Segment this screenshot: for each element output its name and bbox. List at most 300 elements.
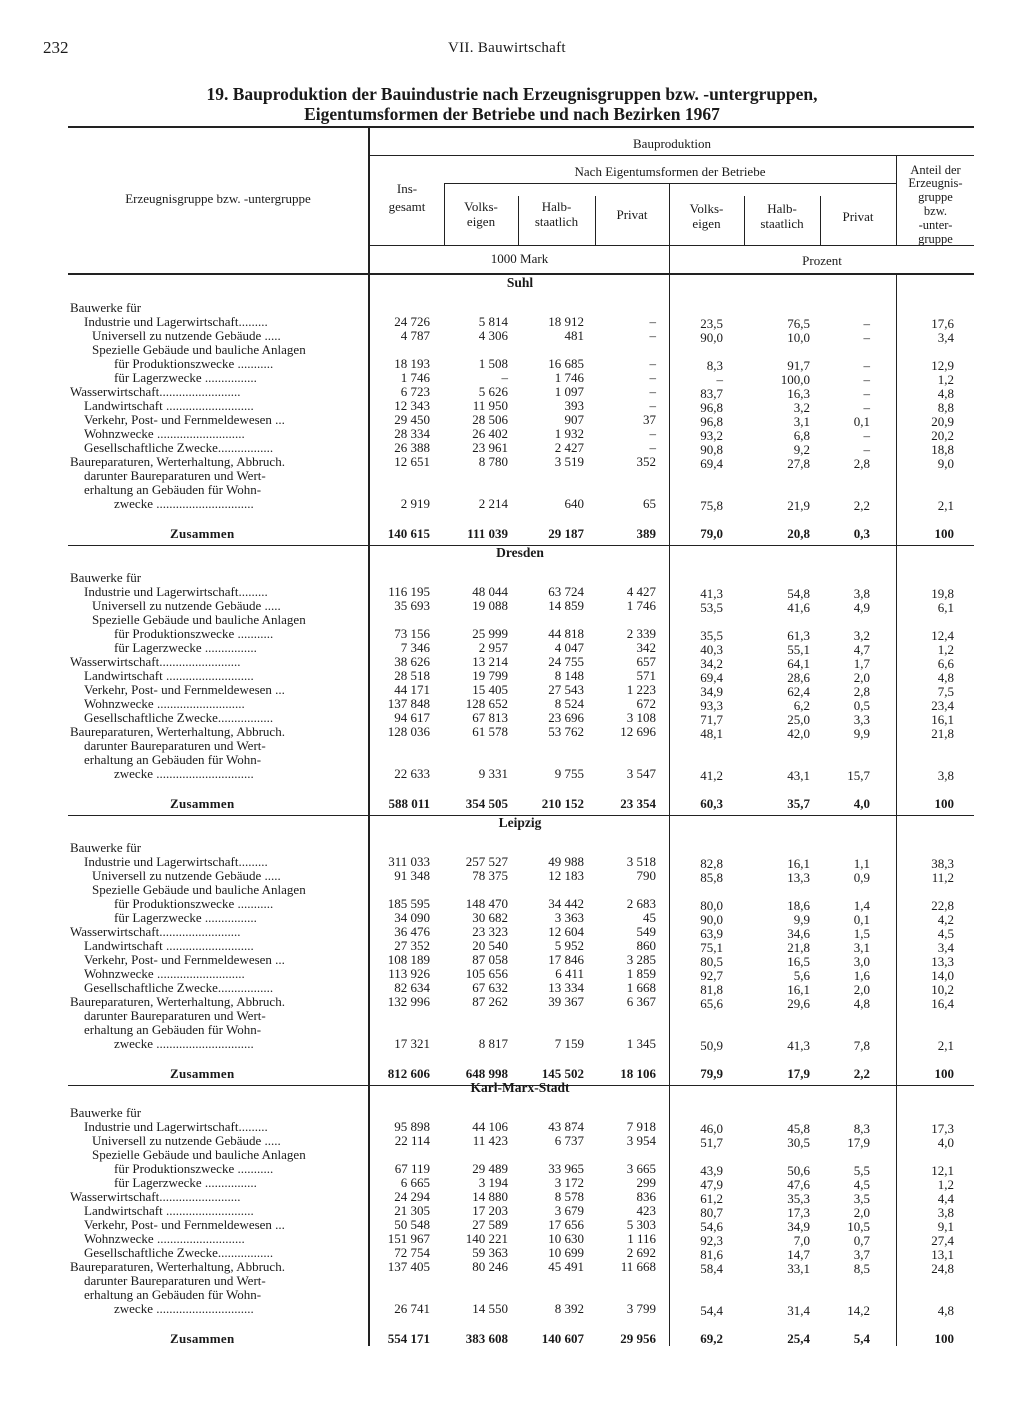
- cell-volkseigen-pct: 90,0: [700, 912, 723, 927]
- cell-privat-pct: 3,3: [853, 712, 870, 727]
- cell-insgesamt: 28 518: [394, 668, 430, 683]
- cell-insgesamt: 44 171: [394, 682, 430, 697]
- row-label: Industrie und Lagerwirtschaft.........: [84, 584, 268, 599]
- row-label: zwecke ..............................: [114, 1301, 254, 1316]
- cell-volkseigen: 13 214: [472, 654, 508, 669]
- row-label: Wohnzwecke ...........................: [84, 1231, 245, 1246]
- cell-volkseigen-pct: 54,4: [700, 1303, 723, 1318]
- cell-halbstaatlich: 53 762: [548, 724, 584, 739]
- row-label: Universell zu nutzende Gebäude .....: [92, 868, 281, 883]
- row-label: Universell zu nutzende Gebäude .....: [92, 598, 281, 613]
- cell-privat-pct: 1,1: [853, 856, 870, 871]
- cell-privat: –: [649, 440, 656, 455]
- cell-halbstaatlich-pct: 14,7: [787, 1247, 810, 1262]
- cell-volkseigen: 14 550: [472, 1301, 508, 1316]
- total-volkseigen-pct: 60,3: [700, 796, 723, 811]
- cell-volkseigen: –: [501, 370, 508, 385]
- halbstaatlich-pct-heading-1: Halb-: [767, 201, 797, 216]
- row-label: Verkehr, Post- und Fernmeldewesen ...: [84, 682, 285, 697]
- row-label: darunter Baureparaturen und Wert-: [84, 738, 266, 753]
- unit-prozent: Prozent: [802, 253, 842, 268]
- cell-insgesamt: 6 723: [400, 384, 430, 399]
- cell-volkseigen: 8 780: [478, 454, 508, 469]
- total-halbstaatlich-pct: 25,4: [787, 1331, 810, 1346]
- body-divider-prozent: [669, 274, 670, 1346]
- cell-anteil: 3,8: [937, 1205, 954, 1220]
- row-label: Wasserwirtschaft.........................: [70, 924, 241, 939]
- cell-volkseigen-pct: 47,9: [700, 1177, 723, 1192]
- cell-anteil: 2,1: [937, 498, 954, 513]
- cell-privat: –: [649, 356, 656, 371]
- row-label: Industrie und Lagerwirtschaft.........: [84, 854, 268, 869]
- cell-volkseigen-pct: 80,0: [700, 898, 723, 913]
- row-label: für Produktionszwecke ...........: [114, 1161, 274, 1176]
- cell-insgesamt: 67 119: [394, 1161, 430, 1176]
- table-title-line-1: 19. Bauproduktion der Bauindustrie nach Erzeugnisgruppen bzw. -untergruppen,: [206, 84, 818, 104]
- cell-insgesamt: 7 346: [400, 640, 430, 655]
- cell-halbstaatlich-pct: 21,8: [787, 940, 810, 955]
- row-label: für Produktionszwecke ...........: [114, 626, 274, 641]
- row-label: darunter Baureparaturen und Wert-: [84, 1008, 266, 1023]
- cell-volkseigen: 3 194: [478, 1175, 508, 1190]
- cell-volkseigen-pct: 69,4: [700, 670, 723, 685]
- row-label: für Lagerzwecke ................: [114, 910, 257, 925]
- row-label: darunter Baureparaturen und Wert-: [84, 1273, 266, 1288]
- total-privat: 389: [636, 526, 656, 541]
- cell-privat: 571: [636, 668, 656, 683]
- cell-anteil: 1,2: [937, 642, 954, 657]
- cell-privat-pct: 2,8: [853, 684, 870, 699]
- cell-anteil: 2,1: [937, 1038, 954, 1053]
- cell-halbstaatlich-pct: 76,5: [787, 316, 810, 331]
- cell-volkseigen-pct: 80,7: [700, 1205, 723, 1220]
- total-insgesamt: 588 011: [388, 796, 430, 811]
- cell-privat-pct: –: [863, 442, 870, 457]
- cell-volkseigen: 26 402: [472, 426, 508, 441]
- cell-insgesamt: 82 634: [394, 980, 430, 995]
- cell-volkseigen: 80 246: [472, 1259, 508, 1274]
- cell-privat: 3 285: [626, 952, 656, 967]
- cell-privat: 3 954: [626, 1133, 656, 1148]
- cell-halbstaatlich-pct: 17,3: [787, 1205, 810, 1220]
- cell-insgesamt: 94 617: [394, 710, 430, 725]
- cell-privat-pct: –: [863, 428, 870, 443]
- cell-halbstaatlich: 45 491: [548, 1259, 584, 1274]
- cell-anteil: 3,4: [937, 330, 954, 345]
- total-label: Zusammen: [170, 526, 235, 541]
- table-top-rule: [68, 126, 974, 128]
- cell-volkseigen: 19 799: [472, 668, 508, 683]
- row-label: Universell zu nutzende Gebäude .....: [92, 1133, 281, 1148]
- cell-volkseigen-pct: 48,1: [700, 726, 723, 741]
- cell-anteil: 10,2: [931, 982, 954, 997]
- cell-privat-pct: 3,7: [853, 1247, 870, 1262]
- total-halbstaatlich: 140 607: [541, 1331, 584, 1346]
- cell-halbstaatlich-pct: 54,8: [787, 586, 810, 601]
- row-label: erhaltung an Gebäuden für Wohn-: [84, 1022, 262, 1037]
- cell-anteil: 16,4: [931, 996, 954, 1011]
- cell-halbstaatlich-pct: 16,5: [787, 954, 810, 969]
- volkseigen-pct-heading-2: eigen: [692, 216, 721, 231]
- cell-anteil: 1,2: [937, 1177, 954, 1192]
- cell-halbstaatlich-pct: 31,4: [787, 1303, 810, 1318]
- anteil-heading-5: -unter-: [918, 218, 953, 232]
- cell-halbstaatlich: 8 578: [554, 1189, 584, 1204]
- cell-privat: 657: [636, 654, 656, 669]
- cell-halbstaatlich: 18 912: [548, 314, 584, 329]
- cell-volkseigen-pct: 23,5: [700, 316, 723, 331]
- cell-insgesamt: 17 321: [394, 1036, 430, 1051]
- cell-privat: 423: [636, 1203, 656, 1218]
- body-divider-anteil: [896, 274, 897, 1346]
- cell-halbstaatlich: 12 604: [548, 924, 584, 939]
- cell-volkseigen-pct: 71,7: [700, 712, 723, 727]
- cell-halbstaatlich: 8 148: [554, 668, 584, 683]
- row-label: Universell zu nutzende Gebäude .....: [92, 328, 281, 343]
- cell-privat-pct: –: [863, 330, 870, 345]
- row-label: Wasserwirtschaft.........................: [70, 654, 241, 669]
- cell-volkseigen-pct: 82,8: [700, 856, 723, 871]
- total-volkseigen-pct: 79,9: [700, 1066, 723, 1081]
- cell-insgesamt: 116 195: [388, 584, 430, 599]
- cell-volkseigen: 25 999: [472, 626, 508, 641]
- cell-privat-pct: 8,3: [853, 1121, 870, 1136]
- cell-halbstaatlich-pct: 16,3: [787, 386, 810, 401]
- cell-insgesamt: 151 967: [387, 1231, 430, 1246]
- cell-volkseigen-pct: 80,5: [700, 954, 723, 969]
- cell-privat-pct: 1,6: [853, 968, 870, 983]
- cell-insgesamt: 2 919: [400, 496, 430, 511]
- cell-halbstaatlich-pct: 29,6: [787, 996, 810, 1011]
- region-heading-suhl: Suhl: [506, 275, 534, 290]
- row-label: Landwirtschaft ...........................: [84, 398, 254, 413]
- cell-anteil: 4,0: [937, 1135, 954, 1150]
- cell-halbstaatlich: 8 392: [554, 1301, 584, 1316]
- halbstaatlich-heading-2: staatlich: [534, 214, 579, 229]
- row-label: für Lagerzwecke ................: [114, 1175, 257, 1190]
- cell-volkseigen: 19 088: [472, 598, 508, 613]
- cell-privat-pct: 3,2: [853, 628, 870, 643]
- cell-anteil: 22,8: [931, 898, 954, 913]
- cell-insgesamt: 108 189: [387, 952, 430, 967]
- total-volkseigen-pct: 69,2: [700, 1331, 723, 1346]
- cell-volkseigen-pct: 40,3: [700, 642, 723, 657]
- table-title-line-2: Eigentumsformen der Betriebe und nach Bezirken 1967: [304, 104, 720, 124]
- cell-insgesamt: 311 033: [388, 854, 430, 869]
- cell-halbstaatlich-pct: 6,2: [793, 698, 810, 713]
- row-label: Spezielle Gebäude und bauliche Anlagen: [92, 882, 306, 897]
- total-anteil: 100: [934, 526, 954, 541]
- cell-volkseigen: 5 626: [478, 384, 508, 399]
- cell-halbstaatlich: 33 965: [548, 1161, 584, 1176]
- cell-privat-pct: –: [863, 316, 870, 331]
- cell-volkseigen-pct: 92,7: [700, 968, 723, 983]
- row-label: erhaltung an Gebäuden für Wohn-: [84, 482, 262, 497]
- cell-halbstaatlich: 63 724: [548, 584, 584, 599]
- cell-privat: 1 859: [626, 966, 656, 981]
- cell-volkseigen: 44 106: [472, 1119, 508, 1134]
- cell-privat: 352: [636, 454, 656, 469]
- total-halbstaatlich-pct: 17,9: [787, 1066, 810, 1081]
- cell-halbstaatlich-pct: 55,1: [787, 642, 810, 657]
- cell-halbstaatlich: 13 334: [548, 980, 584, 995]
- row-label: Gesellschaftliche Zwecke.................: [84, 980, 274, 995]
- cell-insgesamt: 21 305: [394, 1203, 430, 1218]
- cell-halbstaatlich: 1 932: [554, 426, 584, 441]
- cell-volkseigen-pct: 50,9: [700, 1038, 723, 1053]
- cell-privat-pct: 4,5: [853, 1177, 870, 1192]
- cell-volkseigen-pct: 93,2: [700, 428, 723, 443]
- cell-privat-pct: 2,2: [853, 498, 870, 513]
- cell-privat: 836: [636, 1189, 656, 1204]
- header-rule-units: [370, 245, 974, 246]
- cell-volkseigen: 48 044: [472, 584, 508, 599]
- cell-privat: –: [649, 426, 656, 441]
- total-halbstaatlich-pct: 20,8: [787, 526, 810, 541]
- cell-insgesamt: 18 193: [394, 356, 430, 371]
- cell-volkseigen-pct: 90,0: [700, 330, 723, 345]
- insgesamt-heading-2: gesamt: [388, 199, 426, 214]
- cell-privat-pct: 3,5: [853, 1191, 870, 1206]
- cell-privat: –: [649, 398, 656, 413]
- cell-anteil: 3,8: [937, 768, 954, 783]
- total-volkseigen: 383 608: [465, 1331, 508, 1346]
- cell-anteil: 13,3: [931, 954, 954, 969]
- cell-halbstaatlich-pct: 42,0: [787, 726, 810, 741]
- cell-insgesamt: 26 388: [394, 440, 430, 455]
- cell-halbstaatlich-pct: 28,6: [787, 670, 810, 685]
- cell-privat-pct: 1,7: [853, 656, 870, 671]
- cell-halbstaatlich: 49 988: [548, 854, 584, 869]
- cell-volkseigen-pct: 58,4: [700, 1261, 723, 1276]
- halbstaatlich-heading-1: Halb-: [541, 199, 572, 214]
- cell-insgesamt: 4 787: [400, 328, 430, 343]
- row-label: Industrie und Lagerwirtschaft.........: [84, 314, 268, 329]
- cell-volkseigen: 8 817: [478, 1036, 508, 1051]
- cell-volkseigen-pct: 85,8: [700, 870, 723, 885]
- cell-insgesamt: 113 926: [388, 966, 430, 981]
- cell-halbstaatlich: 43 874: [548, 1119, 584, 1134]
- row-label: Bauwerke für: [70, 300, 142, 315]
- cell-privat: 342: [636, 640, 656, 655]
- cell-halbstaatlich-pct: 13,3: [787, 870, 810, 885]
- row-label: erhaltung an Gebäuden für Wohn-: [84, 752, 262, 767]
- total-halbstaatlich: 29 187: [548, 526, 584, 541]
- cell-anteil: 23,4: [931, 698, 954, 713]
- cell-insgesamt: 132 996: [387, 994, 430, 1009]
- cell-halbstaatlich-pct: 3,1: [793, 414, 810, 429]
- cell-anteil: 24,8: [931, 1261, 954, 1276]
- insgesamt-heading-1: Ins-: [396, 181, 418, 196]
- cell-halbstaatlich: 14 859: [548, 598, 584, 613]
- unit-mark: 1000 Mark: [490, 251, 549, 266]
- row-label: Wasserwirtschaft.........................: [70, 1189, 241, 1204]
- cell-halbstaatlich: 2 427: [554, 440, 584, 455]
- cell-anteil: 9,0: [937, 456, 954, 471]
- cell-volkseigen-pct: 46,0: [700, 1121, 723, 1136]
- cell-halbstaatlich: 9 755: [554, 766, 584, 781]
- cell-privat-pct: 4,7: [853, 642, 870, 657]
- row-label: Verkehr, Post- und Fernmeldewesen ...: [84, 412, 285, 427]
- cell-volkseigen: 105 656: [465, 966, 508, 981]
- chapter-title: VII. Bauwirtschaft: [448, 40, 566, 56]
- cell-halbstaatlich: 34 442: [548, 896, 584, 911]
- row-label: Bauwerke für: [70, 840, 142, 855]
- cell-privat: 65: [643, 496, 656, 511]
- cell-halbstaatlich-pct: 30,5: [787, 1135, 810, 1150]
- cell-halbstaatlich-pct: 35,3: [787, 1191, 810, 1206]
- row-label: Wohnzwecke ...........................: [84, 966, 245, 981]
- cell-volkseigen: 15 405: [472, 682, 508, 697]
- row-label: Gesellschaftliche Zwecke.................: [84, 440, 274, 455]
- cell-volkseigen: 9 331: [478, 766, 508, 781]
- cell-privat-pct: 17,9: [847, 1135, 870, 1150]
- cell-privat-pct: 8,5: [853, 1261, 870, 1276]
- cell-anteil: 8,8: [937, 400, 954, 415]
- cell-halbstaatlich-pct: 9,2: [793, 442, 810, 457]
- cell-volkseigen: 140 221: [465, 1231, 508, 1246]
- cell-privat: 549: [636, 924, 656, 939]
- total-volkseigen-pct: 79,0: [700, 526, 723, 541]
- cell-volkseigen-pct: 65,6: [700, 996, 723, 1011]
- cell-anteil: 13,1: [931, 1247, 954, 1262]
- cell-privat-pct: –: [863, 400, 870, 415]
- row-label: Industrie und Lagerwirtschaft.........: [84, 1119, 268, 1134]
- cell-privat-pct: 9,9: [853, 726, 870, 741]
- cell-volkseigen-pct: 81,6: [700, 1247, 723, 1262]
- cell-halbstaatlich: 12 183: [548, 868, 584, 883]
- total-volkseigen: 648 998: [465, 1066, 508, 1081]
- cell-anteil: 6,1: [937, 600, 954, 615]
- cell-privat-pct: 2,8: [853, 456, 870, 471]
- cell-privat: 1 116: [627, 1231, 656, 1246]
- cell-insgesamt: 22 633: [394, 766, 430, 781]
- row-label: Bauwerke für: [70, 570, 142, 585]
- cell-halbstaatlich: 3 519: [554, 454, 584, 469]
- cell-privat-pct: 0,1: [853, 912, 870, 927]
- cell-volkseigen-pct: 41,2: [700, 768, 723, 783]
- anteil-heading-2: Erzeugnis-: [908, 176, 963, 190]
- row-label: für Produktionszwecke ...........: [114, 896, 274, 911]
- cell-anteil: 1,2: [937, 372, 954, 387]
- region-heading-dresden: Dresden: [496, 545, 544, 560]
- header-rule-eigentumsformen: [444, 183, 896, 184]
- cell-privat-pct: –: [863, 386, 870, 401]
- cell-insgesamt: 1 746: [400, 370, 430, 385]
- cell-privat-pct: 4,9: [853, 600, 870, 615]
- cell-halbstaatlich: 1 097: [554, 384, 584, 399]
- cell-halbstaatlich-pct: 43,1: [787, 768, 810, 783]
- cell-privat: 2 339: [626, 626, 656, 641]
- cell-volkseigen-pct: 90,8: [700, 442, 723, 457]
- cell-halbstaatlich-pct: 100,0: [780, 372, 810, 387]
- cell-insgesamt: 34 090: [394, 910, 430, 925]
- cell-halbstaatlich: 1 746: [554, 370, 584, 385]
- cell-halbstaatlich-pct: 16,1: [787, 982, 810, 997]
- cell-volkseigen-pct: 81,8: [700, 982, 723, 997]
- volkseigen-heading-2: eigen: [466, 214, 496, 229]
- cell-privat: 45: [643, 910, 656, 925]
- volkseigen-pct-heading-1: Volks-: [689, 201, 724, 216]
- total-anteil: 100: [934, 1066, 954, 1081]
- cell-anteil: 14,0: [931, 968, 954, 983]
- cell-anteil: 21,8: [931, 726, 954, 741]
- cell-halbstaatlich: 6 411: [555, 966, 584, 981]
- cell-privat: 4 427: [626, 584, 656, 599]
- cell-privat-pct: 3,1: [853, 940, 870, 955]
- cell-halbstaatlich-pct: 3,2: [793, 400, 810, 415]
- cell-volkseigen-pct: 43,9: [700, 1163, 723, 1178]
- cell-privat: 3 547: [626, 766, 656, 781]
- cell-halbstaatlich-pct: 18,6: [787, 898, 810, 913]
- privat-pct-heading: Privat: [842, 209, 874, 224]
- cell-halbstaatlich: 27 543: [548, 682, 584, 697]
- cell-anteil: 16,1: [931, 712, 954, 727]
- cell-privat: 2 692: [626, 1245, 656, 1260]
- privat-heading: Privat: [616, 207, 648, 222]
- cell-privat: –: [649, 384, 656, 399]
- row-label: Baureparaturen, Werterhaltung, Abbruch.: [70, 1259, 285, 1274]
- cell-privat-pct: 7,8: [853, 1038, 870, 1053]
- cell-halbstaatlich: 24 755: [548, 654, 584, 669]
- cell-privat-pct: 5,5: [853, 1163, 870, 1178]
- cell-halbstaatlich-pct: 45,8: [787, 1121, 810, 1136]
- cell-halbstaatlich: 39 367: [548, 994, 584, 1009]
- cell-privat-pct: 3,8: [853, 586, 870, 601]
- cell-anteil: 17,6: [931, 316, 954, 331]
- total-insgesamt: 554 171: [387, 1331, 430, 1346]
- cell-volkseigen-pct: 75,1: [700, 940, 723, 955]
- cell-insgesamt: 36 476: [394, 924, 430, 939]
- row-label: für Lagerzwecke ................: [114, 370, 257, 385]
- total-privat-pct: 5,4: [853, 1331, 870, 1346]
- cell-insgesamt: 72 754: [394, 1245, 430, 1260]
- cell-volkseigen: 148 470: [465, 896, 508, 911]
- cell-volkseigen: 17 203: [472, 1203, 508, 1218]
- cell-insgesamt: 6 665: [400, 1175, 430, 1190]
- cell-anteil: 12,4: [931, 628, 954, 643]
- cell-anteil: 9,1: [937, 1219, 954, 1234]
- cell-privat: 860: [636, 938, 656, 953]
- cell-halbstaatlich-pct: 62,4: [787, 684, 810, 699]
- cell-volkseigen: 87 262: [472, 994, 508, 1009]
- eigentumsformen-heading: Nach Eigentumsformen der Betriebe: [574, 164, 766, 179]
- cell-insgesamt: 73 156: [394, 626, 430, 641]
- cell-volkseigen: 2 957: [478, 640, 508, 655]
- cell-halbstaatlich: 10 630: [548, 1231, 584, 1246]
- cell-halbstaatlich: 44 818: [548, 626, 584, 641]
- cell-volkseigen-pct: 92,3: [700, 1233, 723, 1248]
- total-privat-pct: 2,2: [853, 1066, 870, 1081]
- cell-insgesamt: 50 548: [394, 1217, 430, 1232]
- cell-anteil: 27,4: [931, 1233, 954, 1248]
- cell-halbstaatlich-pct: 27,8: [787, 456, 810, 471]
- cell-volkseigen-pct: 34,9: [700, 684, 723, 699]
- cell-halbstaatlich: 907: [564, 412, 584, 427]
- cell-privat-pct: 0,9: [853, 870, 870, 885]
- cell-volkseigen: 2 214: [478, 496, 508, 511]
- cell-insgesamt: 22 114: [394, 1133, 430, 1148]
- cell-privat: 672: [636, 696, 656, 711]
- anteil-heading-3: gruppe: [918, 190, 953, 204]
- cell-insgesamt: 137 405: [387, 1259, 430, 1274]
- total-label: Zusammen: [170, 1331, 235, 1346]
- total-halbstaatlich: 145 502: [541, 1066, 584, 1081]
- cell-insgesamt: 24 294: [394, 1189, 430, 1204]
- cell-volkseigen: 257 527: [465, 854, 508, 869]
- cell-halbstaatlich: 640: [564, 496, 584, 511]
- cell-volkseigen: 11 950: [472, 398, 508, 413]
